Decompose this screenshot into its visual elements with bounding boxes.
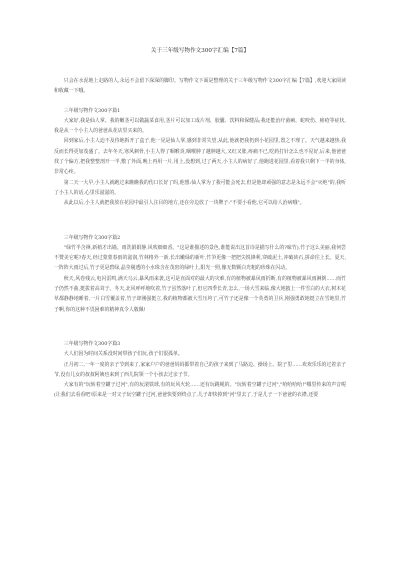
paragraph: 正月初二,一年一度的亲子节到来了,家家户户的爸爸妈妈都带着自己的孩子来到了马路边、操场上、院子里……欢欢乐乐的过着亲子节,没有儿女的叔叔阿姨也来到了西儿院领一个小孩去过亲子节。	[54, 361, 346, 378]
paragraph: 大家有的"玩转着空罐子过河",有的玩滚铁球,有的玩风火轮……还有玩跳绳的。"玩转着空罐子过河","哈哈哈哈!"哪里传来的声音呢(让我们去看看吧!原来是一对父子玩空罐子过河,爸爸快要到终点了,儿子却快掉到"河"里去了,于是儿子一下爸爸的衣襟,还要	[54, 382, 346, 399]
intro-paragraph: 只会在水泥地上走路的人,永远不会留下深深的脚印。写物作文下面是整理的关于三年级写物作文300字汇编【7篇】,欢迎大家阅读和收藏一下哦。	[54, 78, 346, 95]
paragraph: 大家好,我是仙人掌。我的嫩茎可以做蔬菜食用,茎片可以加工成片剂、胶囊、饮料和保健品;我还能治疗菌痢、蛇咬伤、痈疮等症状,我是从一个小主人的爸爸从花店里买来的。	[54, 117, 346, 135]
paragraph: 第二天一大早,小主人就跑过来瞧瞧我的伤口长好了吗,他想:仙人掌为了我可能会死去,但是他却顽强的意志是永远不会"灭绝"的,我听了小主人的话,心里乐滋滋的。	[54, 179, 346, 196]
paragraph: 大人们因为时间关系没时间带孩子们玩,孩子们很孤单。	[63, 351, 183, 358]
paragraph: 从此以后,小主人就把我放在花园中最引人注目的地方,还在旁边放了一块牌子:"不要小看他,它可以给人治病哦"。	[63, 200, 305, 207]
section-heading: 三年级写物作文300字篇2	[63, 234, 121, 241]
paragraph: "绿竹半含箨,新梢才出墙。雨洗娟娟静,风吹细细香。"这是谁描述的景色,谁能说出这首诗是描写什么的?味竹),竹子这么美丽,我何尝不赞美它呢?春天,经过蒙蒙春雨的滋润,竹林格外一新,长出嫩绿的新叶,竹笋更像一把把尖锐锋利,穿破泥土,冲破砖石,拼命往上长。夏天,一阵阵大雨过后,竹子更是碧绿,晶莹剔透的小水珠含在茂密的绿叶上,阳光一照,像无数颗白光粗的珍珠在闪动。	[54, 244, 346, 272]
section-heading: 三年级写物作文300字篇1	[63, 107, 121, 114]
document-title: 关于三年级写物作文300字汇编【7篇】	[150, 48, 250, 54]
section-heading: 三年级写物作文300字篇3	[63, 340, 121, 347]
paragraph: 秋天,风卷残云,电闪雷鸣,满天乌云,暴风雨来袭,这可是直面对的最大的灾难,有的植物被暴风雨折断,有的植物被暴风雨淋倒……而竹子仍然不曲,挺拔着高耸于。冬天,北风呼呼地吹着,竹子虽然落叶了,但它四季长青,怎么,一场大雪来临,像大地披上一件雪白的大衣,树木花草都静静地睡着,一片白雪覆盖着,竹子却刚强挺立,我的植物都被大雪压垮了,可竹子还是像一个英勇的卫兵,刚强勇敢地挺立在雪地里,竹子啊,你的这种不畏困难的精神真令人敬佩!	[54, 275, 346, 313]
paragraph: 回到家后,小主人迫不及待地拆开了盒子,他一见是仙人掌,感到非常失望,从此,他就把我扔到小花园里,置之不理了。天气越来越热,我反而长得更加茂盛了。去年冬天,寒风刺骨,小主人得了咽喉炎,咽喉肿了越肿越大,又红又胀,疼痛不已,吃药打针怎么也不见好,后来,他爸爸找了个偏方,把我整整剖开一半,敷了外面,晚上再用一片,用上,没想到,过了两天,小主人的病好了,他跑进花园里,看着我只剩下一半的身体,非常心疼。	[54, 138, 346, 176]
